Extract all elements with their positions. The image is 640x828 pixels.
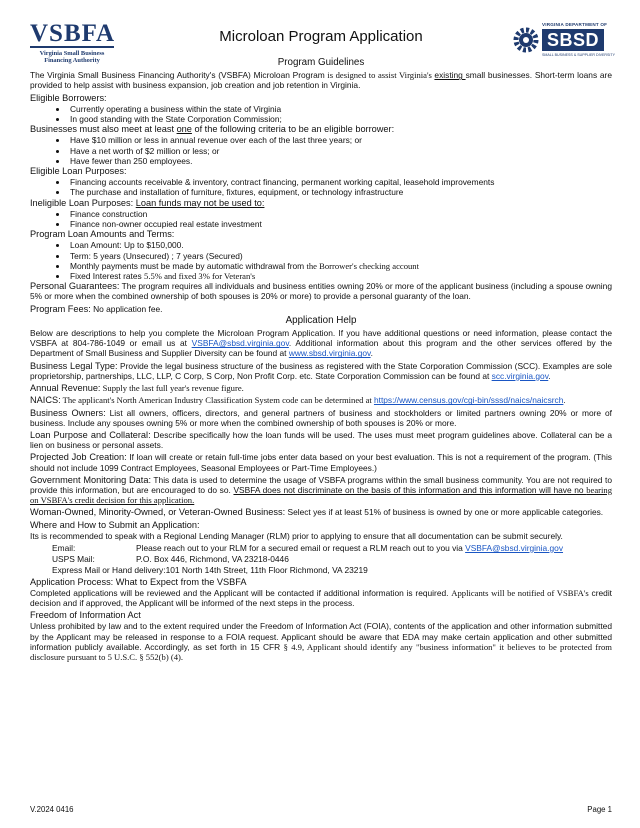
ineligible-purposes-label: Ineligible Loan Purposes: Loan funds may not be used to: — [30, 197, 265, 208]
projected-job-creation: Projected Job Creation: If loan will create or retain full-time jobs enter data based on your best evaluation. This is not a requirement of the program. (This should not include 1099 Contract Employees, Seasonal Employees or Part-Time Employees.) — [30, 452, 612, 473]
eligible-purposes-list — [30, 177, 612, 197]
application-help-heading: Application Help — [285, 314, 357, 326]
program-fees: Program Fees: No application fee. — [30, 303, 163, 314]
list-item: • In good standing with the State Corporation Commission; — [68, 114, 612, 124]
naics: NAICS: The applicant's North American Industry Classification System code can be determined at https://www.census.gov/cgi-bin/sssd/naics/naicsrch. — [30, 395, 566, 406]
vsbfa-logo-subtitle-1: Virginia Small Business — [39, 50, 105, 57]
eligible-borrowers-list — [30, 104, 612, 124]
contact-email-link[interactable]: VSBFA@sbsd.virginia.gov — [191, 338, 289, 349]
list-item: • Finance construction — [68, 209, 612, 219]
application-process-text: Completed applications will be reviewed and the Applicant will be contacted if additional information is required. Applicants will be notified of VSBFA's credit decision and if approved, the Applicant will be informed of the next steps in the process. — [30, 587, 613, 608]
foia-label: Freedom of Information Act — [30, 610, 141, 621]
submit-email-value: Please reach out to your RLM for a secured email or request a RLM reach out to you via VSBFA@sbsd.virginia.gov — [136, 542, 564, 553]
submit-express-row — [30, 565, 612, 575]
submit-email-key: Email: — [52, 542, 76, 553]
submit-application-label: Where and How to Submit an Application: — [30, 519, 200, 530]
ownership-categories: Woman-Owned, Minority-Owned, or Veteran-Owned Business: Select yes if at least 51% of business is owned by one or more applicable categories. — [30, 507, 604, 518]
vsbfa-logo-mark: VSBFA — [30, 20, 116, 47]
sbsd-logo-top-text: VIRGINIA DEPARTMENT OF — [542, 22, 608, 27]
help-intro: Below are descriptions to help you complete the Microloan Program Application. If you have additional questions or need information, please contact the VSBFA at 804-786-1049 or email us at VSBFA@sbsd.virginia.gov. Additional information about this program and the other services offered by the Department of Small Business and Supplier Diversity can be found at www.sbsd.virginia.gov. — [30, 328, 612, 359]
submit-email-row — [30, 543, 612, 553]
application-process-label: Application Process: What to Expect from the VSBFA — [30, 576, 247, 587]
loan-amounts-label: Program Loan Amounts and Terms: — [30, 229, 175, 240]
submit-mail-row — [30, 554, 612, 564]
list-item: • The purchase and installation of furniture, fixtures, equipment, or technology infrastructure — [68, 187, 612, 197]
eligible-purposes-label: Eligible Loan Purposes: — [30, 166, 127, 177]
list-item: • Finance non-owner occupied real estate investment — [68, 219, 612, 229]
list-item: • Monthly payments must be made by automatic withdrawal from the Borrower's checking account — [68, 261, 612, 271]
list-item: • Term: 5 years (Unsecured) ; 7 years (Secured) — [68, 251, 612, 261]
sbsd-logo-bottom-text: SMALL BUSINESS & SUPPLIER DIVERSITY — [542, 53, 615, 57]
business-legal-type: Business Legal Type: Provide the legal business structure of the business as registered with the State Corporation Commission (SCC). Examples are sole proprietorship, partnerships, LLC, LLP, C Corp, S Corp, Non Profit Corp. etc. State Corporation Commission can be found at scc.virginia.gov. — [30, 360, 612, 381]
sbsd-logo-mark: SBSD — [542, 29, 604, 51]
scc-link[interactable]: scc.virginia.gov — [491, 370, 549, 381]
program-guidelines-heading: Program Guidelines — [277, 57, 365, 68]
gear-icon — [512, 26, 540, 54]
loan-amounts-list — [30, 240, 612, 281]
personal-guarantees: Personal Guarantees: The program requires all individuals and business entities owning 20% or more of the applicant business (including a spouse owning 5% or more when the combined ownership of both spouses is 20% or more) to provide a personal guaranty of the loan. — [30, 281, 612, 302]
submit-express-value: 101 North 14th Street, 11th Floor Richmond, VA 23219 — [165, 565, 368, 576]
business-owners: Business Owners: List all owners, officers, directors, and general partners of business and stockholders or limited partners owning 20% or more of business. Include any spouses owning 5% or more when the combined ownership of both spouses is 20% or more. — [30, 407, 612, 428]
vsbfa-logo-subtitle-2: Financing Authority — [44, 57, 100, 64]
list-item: • Have $10 million or less in annual revenue over each of the last three years; or — [68, 135, 612, 145]
submit-mail-value: P.O. Box 446, Richmond, VA 23218-0446 — [136, 554, 289, 565]
list-item: • Financing accounts receivable & inventory, contract financing, permanent working capital, leasehold improvements — [68, 177, 612, 187]
naics-link[interactable]: https://www.census.gov/cgi-bin/sssd/naics/naicsrch — [373, 395, 564, 406]
submit-mail-key: USPS Mail: — [52, 554, 95, 565]
page-title: Microloan Program Application — [219, 28, 423, 45]
government-monitoring-data: Government Monitoring Data: This data is used to determine the usage of VSBFA programs within the small business community. You are not required to provide this information, but are encouraged to do so. VSBFA does not discriminate on the basis of this information and this information will have no bearing on VSBFA's credit decision for this application. — [30, 474, 612, 506]
criteria-label: Businesses must also meet at least one of the following criteria to be an eligible borrower: — [30, 124, 395, 135]
page-number: Page 1 — [587, 805, 612, 814]
sbsd-website-link[interactable]: www.sbsd.virginia.gov — [288, 348, 371, 359]
list-item: • Fixed Interest rates 5.5% and fixed 3% for Veteran's — [68, 271, 612, 281]
list-item: • Currently operating a business within the state of Virginia — [68, 104, 612, 114]
eligible-borrowers-label: Eligible Borrowers: — [30, 92, 107, 103]
foia-text: Unless prohibited by law and to the extent required under the Freedom of Information Act (FOIA), contents of the application and other information submitted by the Applicant may be released in response to a FOIA request. Applicant should be aware that EDA may make certain application and other submitted information publicly available. Accordingly, as set forth in 15 CFR § 4.9, Applicant should identify any "business information" it believes to be protected from disclosure pursuant to 5 U.S.C. § 552(b) (4). — [30, 621, 612, 662]
submit-application-text: Its is recommended to speak with a Regional Lending Manager (RLM) prior to applying to ensure that all documentation can be submit securely. — [30, 530, 563, 541]
list-item: • Loan Amount: Up to $150,000. — [68, 240, 612, 250]
submit-express-key: Express Mail or Hand delivery: — [52, 565, 166, 576]
loan-purpose-collateral: Loan Purpose and Collateral: Describe specifically how the loan funds will be used. The uses must meet program guidelines above. Collateral can be a lien on business or personal assets. — [30, 429, 612, 451]
document-body — [30, 56, 612, 664]
criteria-list — [30, 135, 612, 166]
ineligible-purposes-list — [30, 209, 612, 229]
submit-email-link[interactable]: VSBFA@sbsd.virginia.gov — [465, 542, 564, 553]
list-item: • Have a net worth of $2 million or less; or — [68, 146, 612, 156]
program-intro: The Virginia Small Business Financing Authority's (VSBFA) Microloan Program is designed to assist Virginia's existing small businesses. Short-term loans are provided to help assist with business expansion, job creation and job retention in Virginia. — [30, 70, 612, 91]
version-label: V.2024 0416 — [30, 805, 74, 814]
annual-revenue: Annual Revenue: Supply the last full year's revenue figure. — [30, 383, 244, 394]
list-item: • Have fewer than 250 employees. — [68, 156, 612, 166]
